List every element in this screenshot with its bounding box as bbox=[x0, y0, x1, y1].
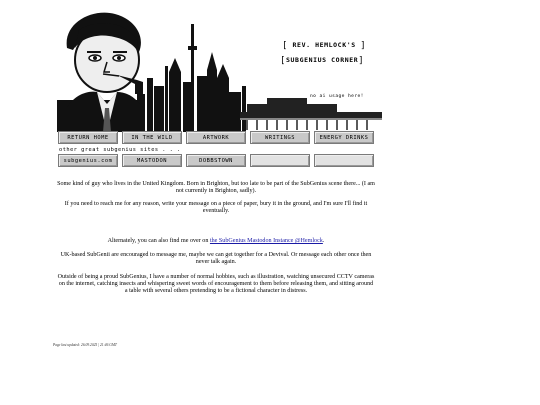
title-text-2: SUBGENIUS CORNER bbox=[286, 56, 359, 64]
nav-button-dobbstown[interactable]: DOBBSTOWN bbox=[186, 154, 246, 167]
contact-paragraph: If you need to reach me for any reason, write your message on a piece of paper, bury it in the ground, and I'm sure I'll find it eventually. bbox=[64, 201, 368, 215]
last-updated-text: Page last updated: 26.09.2025 | 21:46 GMT bbox=[53, 343, 117, 347]
title-text-1: REV. HEMLOCK'S bbox=[292, 41, 356, 49]
mastodon-link[interactable]: the SubGenius Mastodon Instance @Hemlock bbox=[209, 238, 323, 244]
site-title-line-2: [SUBGENIUS CORNER] bbox=[280, 56, 365, 66]
nav-button-empty-1[interactable] bbox=[250, 154, 310, 167]
nav-button-subgenius-com[interactable]: subgenius.com bbox=[58, 154, 118, 167]
intro-paragraph: Some kind of guy who lives in the United Kingdom. Born in Brighton, but too late to be part of the SubGenius scene there... (I am not currently in Brighton, sadly). bbox=[57, 181, 375, 195]
hobbies-paragraph: Outside of being a proud SubGenius, I have a number of normal hobbies, such as illustration, watching unsecured CCTV cameras on the internet, catching insects and whispering sweet words of encouragement to them before releasing them, and sitting around a table with several others pretending to be a fictional character in distress. bbox=[57, 274, 375, 295]
header-banner-illustration bbox=[57, 8, 382, 132]
nav-button-energy-drinks[interactable]: ENERGY DRINKS bbox=[314, 131, 374, 144]
nav-button-artwork[interactable]: ARTWORK bbox=[186, 131, 246, 144]
nav-button-empty-2[interactable] bbox=[314, 154, 374, 167]
site-title-line-1: [ REV. HEMLOCK'S ] bbox=[282, 41, 367, 51]
nav-button-in-the-wild[interactable]: IN THE WILD bbox=[122, 131, 182, 144]
no-ai-notice: no ai usage here! bbox=[310, 94, 364, 99]
mastodon-text-prefix: Alternately, you can also find me over on bbox=[107, 238, 209, 244]
nav-button-writings[interactable]: WRITINGS bbox=[250, 131, 310, 144]
nav-button-mastodon[interactable]: MASTODON bbox=[122, 154, 182, 167]
nav-button-return-home[interactable]: RETURN HOME bbox=[58, 131, 118, 144]
other-sites-label: other great subgenius sites . . . bbox=[59, 147, 181, 153]
mastodon-text-suffix: . bbox=[322, 238, 325, 244]
mastodon-paragraph bbox=[57, 238, 375, 245]
uk-subgenii-paragraph: UK-based SubGenii are encouraged to message me, maybe we can get together for a Devival. Or message each other once then never talk again. bbox=[60, 252, 372, 266]
